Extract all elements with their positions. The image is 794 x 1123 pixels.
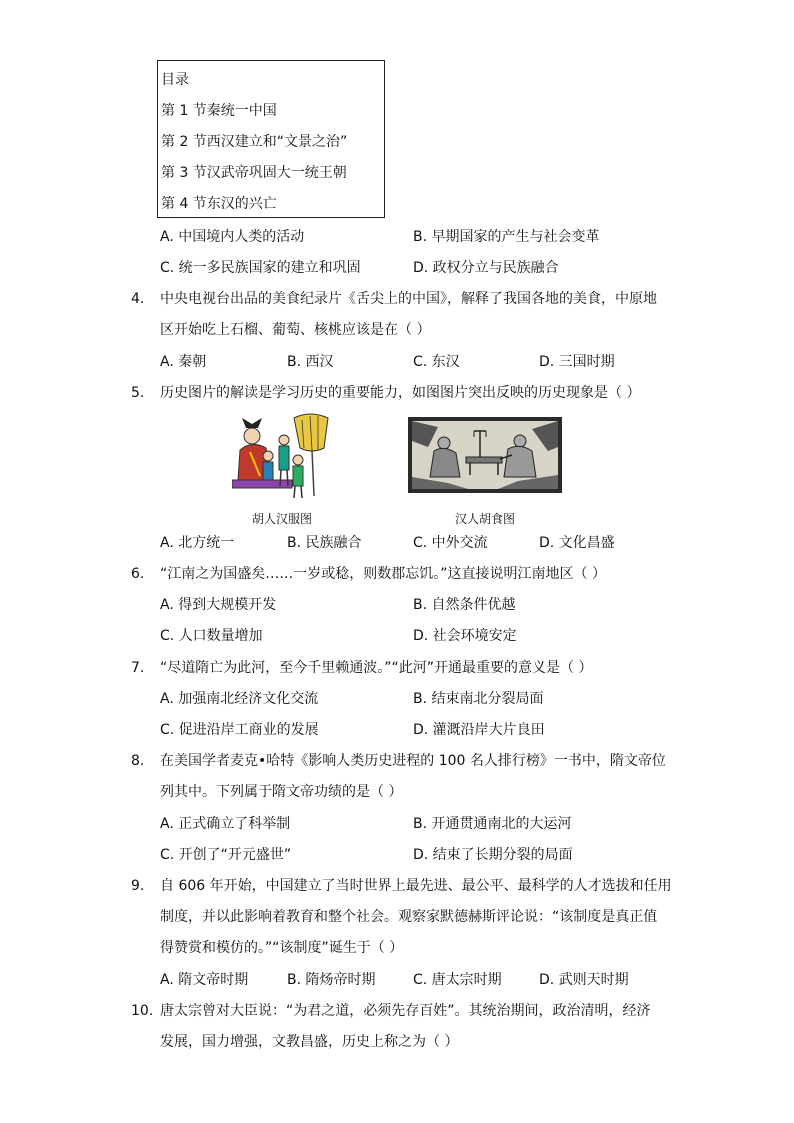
option-a: A. 加强南北经济文化交流 xyxy=(160,691,319,707)
option-d: D. 社会环境安定 xyxy=(413,628,517,644)
option-d: D. 文化昌盛 xyxy=(539,535,615,551)
question-number: 8. xyxy=(131,753,145,769)
figure-caption: 汉人胡食图 xyxy=(454,512,515,526)
option-b: B. 早期国家的产生与社会变革 xyxy=(413,229,600,245)
question-text: 历史图片的解读是学习历史的重要能力，如图图片突出反映的历史现象是（ ） xyxy=(160,385,641,401)
option-b: B. 隋炀帝时期 xyxy=(287,972,376,988)
question-text: 发展，国力增强，文教昌盛，历史上称之为（ ） xyxy=(160,1034,459,1050)
han-person-hu-food-illustration xyxy=(408,417,562,493)
option-d: D. 武则天时期 xyxy=(539,972,629,988)
option-c: C. 促进沿岸工商业的发展 xyxy=(160,722,319,738)
question-text: 在美国学者麦克•哈特《影响人类历史进程的 100 名人排行榜》一书中，隋文帝位 xyxy=(160,753,666,769)
question-text: “江南之为国盛矣……一岁或稔，则数郡忘饥。”这直接说明江南地区（ ） xyxy=(160,566,606,582)
question-text: 列其中。下列属于隋文帝功绩的是（ ） xyxy=(160,784,403,800)
question-number: 10. xyxy=(131,1003,154,1019)
option-c: C. 人口数量增加 xyxy=(160,628,263,644)
toc-title: 目录 xyxy=(161,72,189,88)
table-of-contents-box xyxy=(157,60,385,218)
hu-person-han-clothing-illustration xyxy=(232,410,332,502)
option-a: A. 正式确立了科举制 xyxy=(160,816,291,832)
option-d: D. 政权分立与民族融合 xyxy=(413,260,559,276)
option-a: A. 得到大规模开发 xyxy=(160,597,277,613)
option-a: A. 中国境内人类的活动 xyxy=(160,229,305,245)
figure-caption: 胡人汉服图 xyxy=(251,512,312,526)
question-text: 制度，并以此影响着教育和整个社会。观察家默德赫斯评论说：“该制度是真正值 xyxy=(160,909,658,925)
question-number: 4. xyxy=(131,291,145,307)
question-number: 6. xyxy=(131,566,145,582)
option-b: B. 自然条件优越 xyxy=(413,597,516,613)
question-number: 5. xyxy=(131,385,145,401)
option-a: A. 北方统一 xyxy=(160,535,235,551)
option-d: D. 灌溉沿岸大片良田 xyxy=(413,722,545,738)
question-number: 9. xyxy=(131,878,145,894)
question-text: 中央电视台出品的美食纪录片《舌尖上的中国》，解释了我国各地的美食，中原地 xyxy=(160,291,657,307)
option-c: C. 中外交流 xyxy=(413,535,488,551)
option-c: C. 东汉 xyxy=(413,354,460,370)
option-b: B. 结束南北分裂局面 xyxy=(413,691,544,707)
question-text: 自 606 年开始，中国建立了当时世界上最先进、最公平、最科学的人才选拔和任用 xyxy=(160,878,672,894)
option-c: C. 开创了“开元盛世” xyxy=(160,847,292,863)
option-a: A. 秦朝 xyxy=(160,354,207,370)
option-d: D. 三国时期 xyxy=(539,354,615,370)
question-text: “尽道隋亡为此河，至今千里赖通波。”“此河”开通最重要的意义是（ ） xyxy=(160,660,593,676)
question-text: 得赞赏和模仿的。”“该制度”诞生于（ ） xyxy=(160,940,404,956)
question-number: 7. xyxy=(131,660,145,676)
question-text: 区开始吃上石榴、葡萄、核桃应该是在（ ） xyxy=(160,322,431,338)
question-text: 唐太宗曾对大臣说：“为君之道，必须先存百姓”。其统治期间，政治清明，经济 xyxy=(160,1003,651,1019)
option-c: C. 统一多民族国家的建立和巩固 xyxy=(160,260,361,276)
option-d: D. 结束了长期分裂的局面 xyxy=(413,847,573,863)
option-c: C. 唐太宗时期 xyxy=(413,972,502,988)
option-b: B. 西汉 xyxy=(287,354,334,370)
option-b: B. 民族融合 xyxy=(287,535,362,551)
option-a: A. 隋文帝时期 xyxy=(160,972,249,988)
option-b: B. 开通贯通南北的大运河 xyxy=(413,816,572,832)
toc-item: 第 1 节秦统一中国 xyxy=(161,103,277,119)
toc-item: 第 3 节汉武帝巩固大一统王朝 xyxy=(161,165,347,181)
toc-item: 第 4 节东汉的兴亡 xyxy=(161,196,277,212)
toc-item: 第 2 节西汉建立和“文景之治” xyxy=(161,134,348,150)
